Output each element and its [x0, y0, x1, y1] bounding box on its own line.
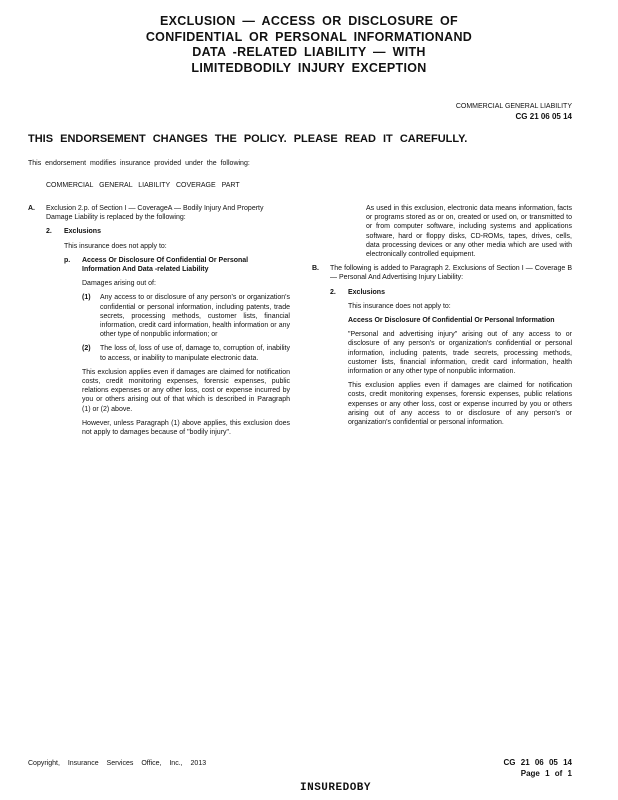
item-1-marker: (1) — [82, 294, 91, 302]
applies-paragraph — [28, 368, 290, 414]
section-b-heading-text: Access Or Disclosure Of Confidential Or Personal Information — [348, 317, 555, 325]
section-b-sub-marker: 2. — [330, 288, 336, 296]
section-a-p-heading: Access Or Disclosure Of Confidential Or Personal Information And Data -related Liability — [82, 256, 249, 274]
damages-intro — [28, 279, 290, 288]
section-b — [312, 264, 572, 282]
section-b-does-not-apply-text: This insurance does not apply to: — [348, 302, 451, 310]
section-b-para-1-text: "Personal and advertising injury" arising out of any access to or disclosure of any person's or organization's confidential or personal information, including patents, trade secrets, processing methods, customer lists, financial information, credit card information, health information or any other type of nonpublic information. — [348, 331, 572, 376]
section-a-p-marker: p. — [64, 256, 71, 264]
section-b-does-not-apply — [312, 302, 572, 311]
section-b-para-2-text: This exclusion applies even if damages are claimed for notification costs, credit monitoring expenses, forensic expenses, public relations expenses or any other loss, cost or expense incurred by you or others arising out of any access to or disclosure of any person's or organization's confidential or personal information. — [348, 382, 572, 427]
item-2 — [28, 344, 290, 362]
damages-intro-text: Damages arising out of: — [82, 280, 156, 288]
footer-page-number: Page 1 of 1 — [520, 769, 572, 778]
section-a — [28, 204, 290, 222]
insured-stamp: INSUREDOBY — [300, 782, 372, 794]
item-2-text: The loss of, loss of use of, damage to, corruption of, inability to access, or inability to manipulate electronic data. — [100, 345, 290, 362]
however-paragraph — [28, 419, 290, 437]
item-1-text: Any access to or disclosure of any person's or organization's confidential or personal information, including patents, trade secrets, processing methods, customer lists, financial information, credit card information, health information or any other type of nonpublic information; or — [100, 294, 290, 339]
title-line-1: EXCLUSION — ACCESS OR DISCLOSURE OF — [160, 14, 458, 28]
footer-copyright: Copyright, Insurance Services Office, Inc., 2013 — [28, 760, 207, 767]
section-b-text: The following is added to Paragraph 2. Exclusions of Section I — Coverage B — Personal And Advertising Injury Liability: — [330, 265, 572, 282]
intro-text: This endorsement modifies insurance provided under the following: — [28, 160, 250, 167]
form-code: CG 21 06 05 14 — [515, 112, 572, 121]
section-b-sub-heading: Exclusions — [348, 288, 385, 296]
however-paragraph-text: However, unless Paragraph (1) above applies, this exclusion does not apply to damages because of "bodily injury". — [82, 419, 290, 437]
coverage-part: COMMERCIAL GENERAL LIABILITY COVERAGE PART — [46, 182, 240, 189]
title-line-4: LIMITEDBODILY INJURY EXCEPTION — [191, 60, 427, 75]
footer-form-code: CG 21 06 05 14 — [503, 758, 572, 767]
section-a-text: Exclusion 2.p. of Section I — CoverageA — Bodily Injury And Property Damage Liability is replaced by the following: — [46, 205, 264, 222]
section-b-marker: B. — [312, 265, 319, 273]
title-line-2: CONFIDENTIAL OR PERSONAL INFORMATIONAND — [145, 29, 473, 44]
section-a-does-not-apply — [28, 242, 290, 251]
left-column — [28, 204, 290, 442]
section-b-para-2 — [312, 381, 572, 427]
title-line-3: DATA -RELATED LIABILITY — WITH — [192, 45, 426, 59]
section-a-p — [28, 256, 290, 274]
section-a-does-not-apply-text: This insurance does not apply to: — [64, 242, 167, 250]
section-b-heading — [312, 316, 572, 325]
form-line-label: COMMERCIAL GENERAL LIABILITY — [455, 103, 572, 110]
section-a-sub-heading: Exclusions — [64, 228, 101, 236]
section-a-exclusions — [28, 227, 290, 236]
electronic-data-text: As used in this exclusion, electronic data means information, facts or programs stored as or on, created or used on, or transmitted to or from computer software, including systems and applications software, hard or floppy disks, CD-ROMs, tapes, drives, cells, data processing devices or any other media which are used with electronically controlled equipment. — [366, 205, 572, 259]
electronic-data-paragraph — [312, 204, 572, 259]
item-2-marker: (2) — [82, 345, 91, 353]
section-a-marker: A. — [28, 205, 35, 212]
section-a-sub-marker: 2. — [46, 228, 52, 236]
item-1 — [28, 293, 290, 339]
section-b-exclusions — [312, 288, 572, 297]
endorsement-banner: THIS ENDORSEMENT CHANGES THE POLICY. PLEASE READ IT CAREFULLY. — [28, 133, 468, 145]
right-column — [312, 204, 572, 432]
form-header — [456, 102, 572, 122]
applies-paragraph-text: This exclusion applies even if damages are claimed for notification costs, credit monitoring expenses, forensic expenses, public relations expenses or any other loss, cost or expense incurred by you or others arising out of that which is described in Paragraph (1) or (2) above. — [82, 368, 290, 413]
document-title — [30, 14, 588, 76]
section-b-para-1 — [312, 330, 572, 376]
